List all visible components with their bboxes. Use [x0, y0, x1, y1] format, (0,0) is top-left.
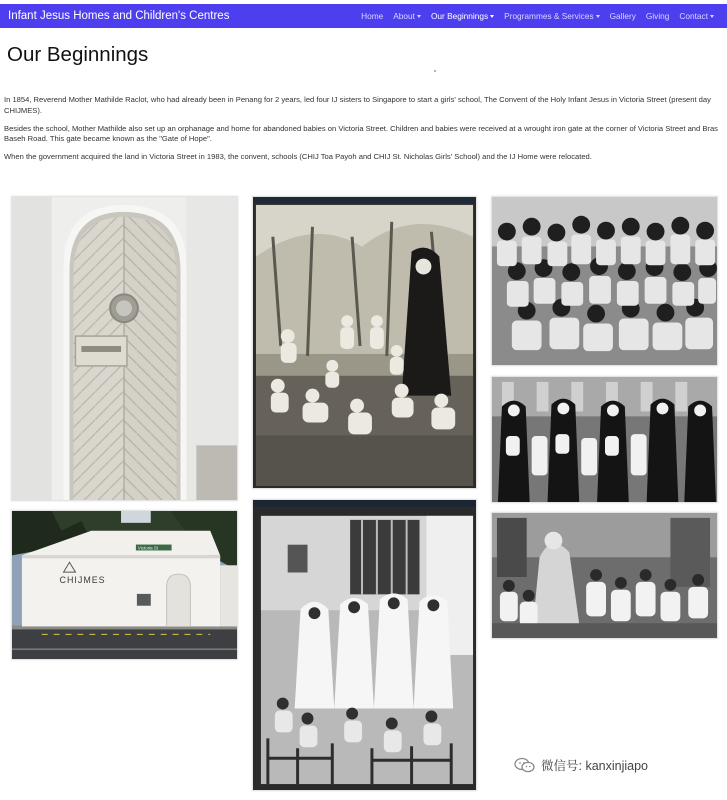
- page-title: Our Beginnings: [7, 43, 149, 66]
- chijmes-sign-text: CHIJMES: [59, 575, 106, 586]
- caret-down-icon: [710, 15, 714, 18]
- nav-gallery-label: Gallery: [609, 11, 636, 21]
- wechat-icon: [514, 757, 536, 773]
- nav-contact-label: Contact: [679, 11, 708, 21]
- nuns-with-children-photo[interactable]: [491, 376, 718, 503]
- wechat-watermark: [514, 756, 648, 774]
- paragraph-1: In 1854, Reverend Mother Mathilde Raclot, who had already been in Penang for 2 years, led four IJ sisters to Singapore to start a girls' school, The Convent of the Holy Infant Jesus in Victoria Street (present day CHIJMES).: [4, 95, 711, 115]
- nav-about-label: About: [393, 11, 415, 21]
- nuns-nursery-photo[interactable]: [252, 499, 477, 791]
- nav-programmes-label: Programmes & Services: [504, 11, 594, 21]
- nav-giving[interactable]: [641, 11, 675, 21]
- nav-programmes-services[interactable]: [499, 11, 604, 21]
- nav-our-beginnings-label: Our Beginnings: [430, 11, 489, 21]
- paragraph-2: Besides the school, Mother Mathilde also set up an orphanage and home for abandoned babies on Victoria Street. Children and babies were received at a wrought iron gate at the corner of Victoria Street and Bras Baseh Road. This gate became known as the "Gate of Hope".: [4, 123, 718, 144]
- brand-link[interactable]: Infant Jesus Homes and Children's Centres: [8, 10, 230, 22]
- watermark-text: 微信号: kanxinjiapo: [541, 759, 648, 773]
- nav-our-beginnings[interactable]: [426, 11, 499, 21]
- nav-home-label: Home: [361, 11, 384, 21]
- nav-about[interactable]: [388, 11, 426, 21]
- nav-gallery[interactable]: [605, 11, 641, 21]
- paragraph-3: When the government acquired the land in Victoria Street in 1983, the convent, schools (CHIJ Toa Payoh and CHIJ St. Nicholas Girls' School) and the IJ Home were relocated.: [4, 152, 592, 162]
- intro-text: [4, 95, 720, 170]
- caret-down-icon: [596, 15, 600, 18]
- girls-group-photo[interactable]: [491, 196, 718, 366]
- street-sign-text: Victoria St: [137, 545, 159, 551]
- nav-menu: [356, 11, 719, 21]
- chijmes-building-photo[interactable]: [11, 510, 238, 660]
- nav-giving-label: Giving: [645, 11, 670, 21]
- caret-down-icon: [417, 15, 421, 18]
- caret-down-icon: [490, 15, 494, 18]
- nav-home[interactable]: [356, 11, 388, 21]
- woman-with-children-photo[interactable]: [491, 512, 718, 639]
- decorative-dot: [434, 70, 436, 72]
- gate-of-hope-door-photo[interactable]: [11, 196, 238, 501]
- nav-contact[interactable]: [674, 11, 719, 21]
- top-navbar: [0, 4, 727, 28]
- nun-with-babies-photo[interactable]: [252, 196, 477, 489]
